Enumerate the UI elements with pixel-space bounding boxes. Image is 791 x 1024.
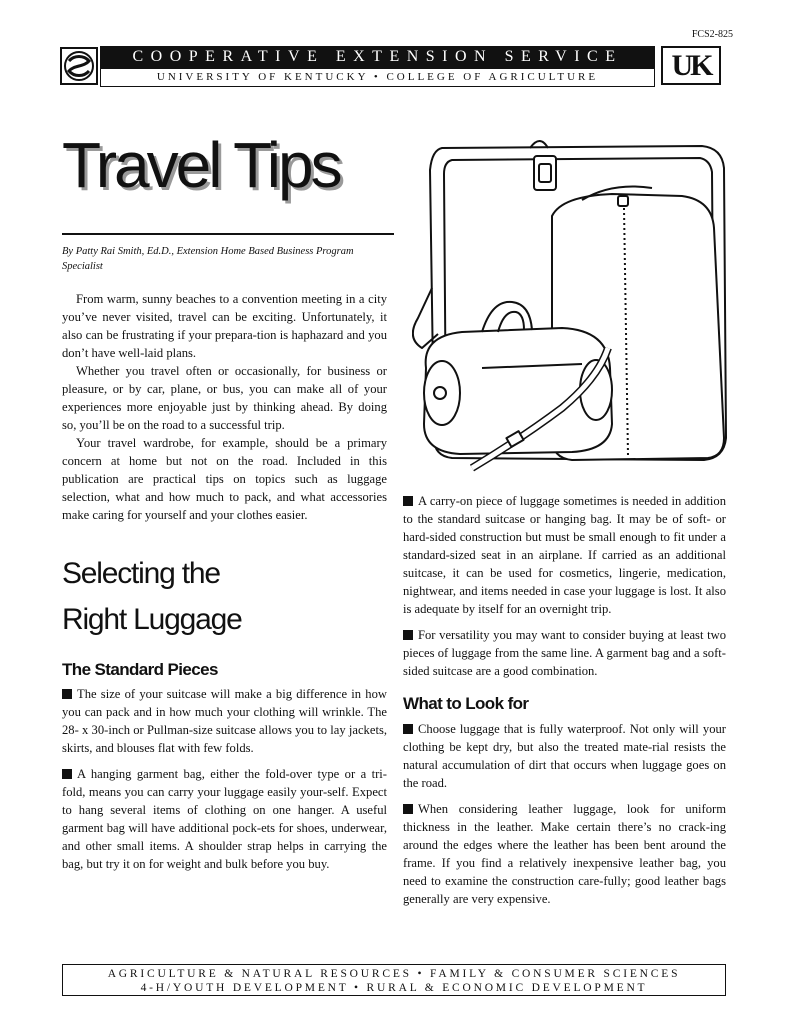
subheading-what-to-look-for: What to Look for	[403, 694, 529, 713]
list-item: Choose luggage that is fully waterproof. Not only will your clothing be kept dry, but also the treated mate-rial resists the natural accumulation of dirt that occurs when luggage goes on the road.	[403, 722, 726, 790]
footer-line2: 4-H/YOUTH DEVELOPMENT • RURAL & ECONOMIC DEVELOPMENT	[140, 982, 648, 994]
bullet-icon	[62, 769, 72, 779]
intro-paragraph: Whether you travel often or occasionally, for business or pleasure, or by car, plane, or bus, you can make all of your experiences more enjoyable just by thinking ahead. By doing so, you’ll be on the road to a successful trip.	[62, 364, 387, 432]
intro-text	[62, 290, 387, 524]
subheading-standard-pieces: The Standard Pieces	[62, 660, 218, 679]
list-item: The size of your suitcase will make a big difference in how you can pack and in how much your clothing will wrinkle. The 28- x 30-inch or Pullman-size suitcase allows you to lay jackets, skirts, and blouses flat with few folds.	[62, 687, 387, 755]
list-item: When considering leather luggage, look for uniform thickness in the leather. Make certain there’s no crack-ing around the edges where the leather has been bent around the frame. If you find a relatively inexpensive leather bag, you need to examine the construction care-fully; good leather bags generally are very expensive.	[403, 802, 726, 906]
uk-logo: UK	[661, 46, 721, 85]
list-item: For versatility you may want to consider buying at least two pieces of luggage from the same line. A garment bag and a soft-sided suitcase are a good combination.	[403, 628, 726, 678]
standard-pieces-text	[62, 685, 387, 873]
footer-program-areas	[62, 964, 726, 996]
section-heading-line1: Selecting the	[62, 557, 220, 590]
org-subtitle: UNIVERSITY OF KENTUCKY • COLLEGE OF AGRICULTURE	[100, 68, 655, 87]
what-to-look-for-text	[403, 720, 726, 908]
byline: By Patty Rai Smith, Ed.D., Extension Home Based Business Program Specialist	[62, 246, 354, 272]
title-divider	[62, 233, 394, 235]
org-name-banner: COOPERATIVE EXTENSION SERVICE	[100, 46, 655, 68]
list-item: A hanging garment bag, either the fold-over type or a tri-fold, means you can carry your luggage easily your-self. Expect to hang several items of clothing on one hanger. A useful garment bag will have additional pock-ets for shoes, underwear, and other small items. A shoulder strap helps in carrying the bag, but try it on for weight and bulk before you buy.	[62, 767, 387, 871]
bullet-icon	[403, 630, 413, 640]
bullet-icon	[403, 496, 413, 506]
intro-paragraph: From warm, sunny beaches to a convention meeting in a city you’ve never visited, travel can be exciting. Unfortunately, it also can be frustrating if your prepara-tion is haphazard and you don’t have well-laid plans.	[62, 292, 387, 360]
bullet-icon	[403, 804, 413, 814]
bullet-icon	[62, 689, 72, 699]
intro-paragraph: Your travel wardrobe, for example, should be a primary concern at home but not on the road. Included in this publication are practical tips on topics such as luggage selection, what and how much to pack, and what accessories make caring for yourself and your clothes easier.	[62, 436, 387, 522]
right-column-text	[403, 492, 726, 680]
footer-line1: AGRICULTURE & NATURAL RESOURCES • FAMILY & CONSUMER SCIENCES	[107, 968, 681, 980]
list-item: A carry-on piece of luggage sometimes is needed in addition to the standard suitcase or hanging bag. It may be of soft- or hard-sided construction but must be small enough to fit under a standard-sized seat in an airplane. If carried as an additional suitcase, it can be used for cosmetics, lingerie, medication, nightwear, and items needed in case your luggage is lost. It also is adequate by itself for an overnight trip.	[403, 494, 726, 616]
cooperative-extension-logo-icon	[60, 47, 98, 85]
publication-number: FCS2-825	[691, 29, 733, 40]
luggage-illustration	[412, 138, 742, 483]
bullet-icon	[403, 724, 413, 734]
section-heading-line2: Right Luggage	[62, 603, 242, 636]
page-title: Travel Tips	[62, 129, 340, 201]
